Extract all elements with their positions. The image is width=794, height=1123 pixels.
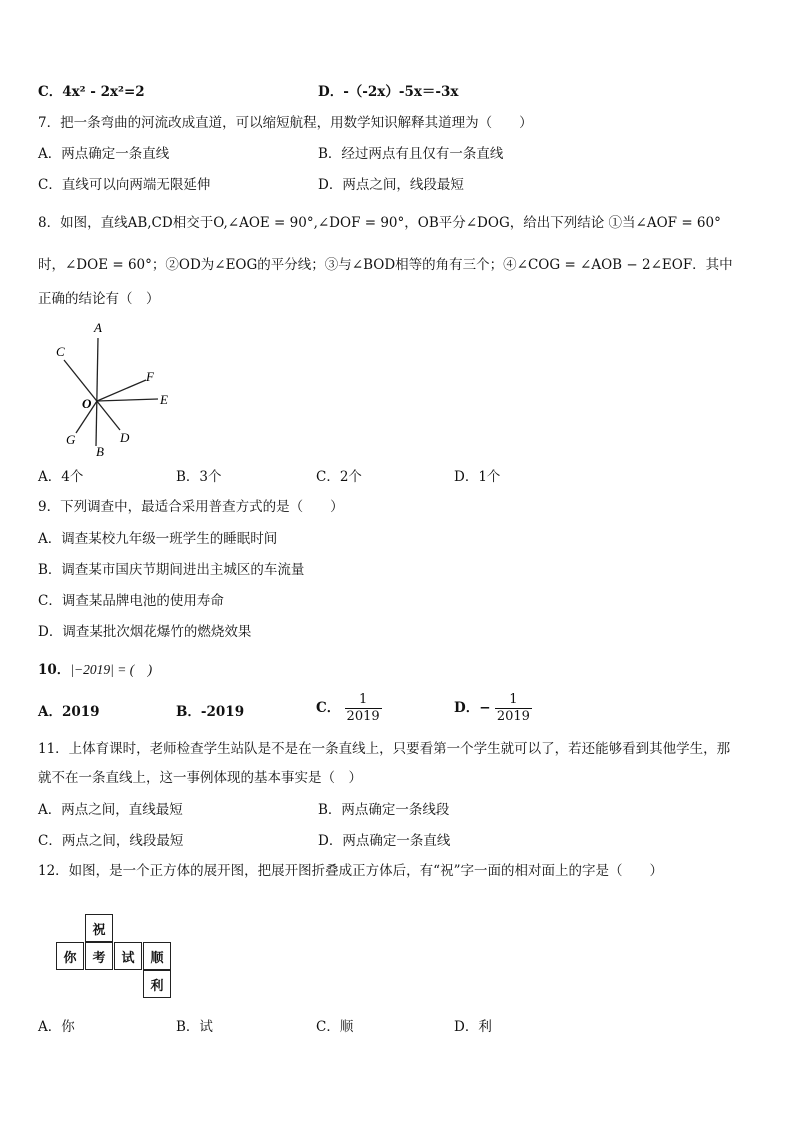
q12-option-b: B．试 bbox=[176, 1019, 213, 1035]
label-d: D bbox=[120, 430, 130, 445]
q9-option-a: A．调查某校九年级一班学生的睡眠时间 bbox=[38, 531, 278, 547]
q11-option-b: B．两点确定一条线段 bbox=[318, 802, 450, 818]
q11-stem-line2: 就不在一条直线上，这一事例体现的基本事实是（ ） bbox=[38, 770, 362, 786]
q10-c-numerator: 1 bbox=[345, 692, 382, 709]
q9-option-c: C．调查某品牌电池的使用寿命 bbox=[38, 593, 224, 609]
q10-option-a: A．2019 bbox=[38, 704, 100, 720]
q11-option-a: A．两点之间，直线最短 bbox=[38, 802, 183, 818]
q8-stem-line1: 8．如图，直线AB,CD相交于O,∠AOE = 90°,∠DOF = 90°，OB平分∠DOG，给出下列结论 ①当∠AOF = 60° bbox=[38, 215, 721, 231]
q12-option-a: A．你 bbox=[38, 1019, 75, 1035]
q7-stem: 7．把一条弯曲的河流改成直道，可以缩短航程，用数学知识解释其道理为（ ） bbox=[38, 115, 533, 131]
q11-option-c: C．两点之间，线段最短 bbox=[38, 833, 184, 849]
label-a: A bbox=[94, 320, 102, 335]
q8-option-a: A．4个 bbox=[38, 469, 84, 485]
net-face-2: 考 bbox=[85, 942, 113, 970]
q10-option-b: B．-2019 bbox=[176, 704, 245, 720]
q8-option-b: B．3个 bbox=[176, 469, 222, 485]
net-face-top: 祝 bbox=[85, 914, 113, 942]
q10-option-d-label: D．− bbox=[454, 700, 491, 716]
q7-option-c: C．直线可以向两端无限延伸 bbox=[38, 177, 211, 193]
q10-d-denominator: 2019 bbox=[496, 709, 530, 724]
q9-stem: 9．下列调查中，最适合采用普查方式的是（ ） bbox=[38, 499, 344, 515]
label-c: C bbox=[56, 344, 65, 359]
q6-option-c: C．4x² - 2x²=2 bbox=[38, 84, 145, 100]
q10-stem bbox=[38, 661, 152, 679]
label-b: B bbox=[96, 444, 104, 459]
line-ab bbox=[96, 338, 98, 446]
ray-of bbox=[97, 380, 146, 401]
net-face-bottom: 利 bbox=[143, 970, 171, 998]
net-face-1: 你 bbox=[56, 942, 84, 970]
q7-option-b: B．经过两点有且仅有一条直线 bbox=[318, 146, 504, 162]
q11-stem-line1: 11．上体育课时，老师检查学生站队是不是在一条直线上，只要看第一个学生就可以了，若还能够看到其他学生，那 bbox=[38, 741, 731, 757]
q12-option-c: C．顺 bbox=[316, 1019, 354, 1035]
q8-stem-line3: 正确的结论有（ ） bbox=[38, 291, 160, 307]
q8-stem-line2: 时，∠DOE = 60°；②OD为∠EOG的平分线；③与∠BOD相等的角有三个；④∠COG = ∠AOB − 2∠EOF．其中 bbox=[38, 257, 733, 273]
label-o: O bbox=[82, 396, 92, 411]
q8-option-d: D．1个 bbox=[454, 469, 501, 485]
net-face-3: 试 bbox=[114, 942, 142, 970]
q10-option-d bbox=[454, 692, 532, 725]
q12-cube-net bbox=[56, 914, 176, 1004]
label-g: G bbox=[66, 432, 76, 447]
q10-option-c-fraction bbox=[345, 692, 382, 725]
label-e: E bbox=[160, 392, 168, 407]
q9-option-b: B．调查某市国庆节期间进出主城区的车流量 bbox=[38, 562, 305, 578]
q12-option-d: D．利 bbox=[454, 1019, 492, 1035]
q11-option-d: D．两点确定一条直线 bbox=[318, 833, 451, 849]
q9-option-d: D．调查某批次烟花爆竹的燃烧效果 bbox=[38, 624, 252, 640]
q10-d-numerator: 1 bbox=[495, 692, 532, 709]
q6-option-d: D．-（-2x）-5x＝-3x bbox=[318, 84, 459, 100]
q8-figure bbox=[48, 318, 188, 460]
q10-expression: |−2019| = ( ) bbox=[70, 662, 153, 677]
q7-option-a: A．两点确定一条直线 bbox=[38, 146, 170, 162]
label-f: F bbox=[146, 369, 154, 384]
q10-option-d-fraction bbox=[495, 692, 532, 725]
q10-option-c-label: C． bbox=[316, 700, 341, 716]
net-face-4: 顺 bbox=[143, 942, 171, 970]
q7-option-d: D．两点之间，线段最短 bbox=[318, 177, 464, 193]
q10-number: 10． bbox=[38, 662, 71, 678]
ray-oe bbox=[97, 399, 158, 401]
q12-stem: 12．如图，是一个正方体的展开图，把展开图折叠成正方体后，有“祝”字一面的相对面上的字是（ ） bbox=[38, 863, 663, 879]
q10-c-denominator: 2019 bbox=[346, 709, 380, 724]
q10-option-c bbox=[316, 692, 382, 725]
q8-option-c: C．2个 bbox=[316, 469, 362, 485]
